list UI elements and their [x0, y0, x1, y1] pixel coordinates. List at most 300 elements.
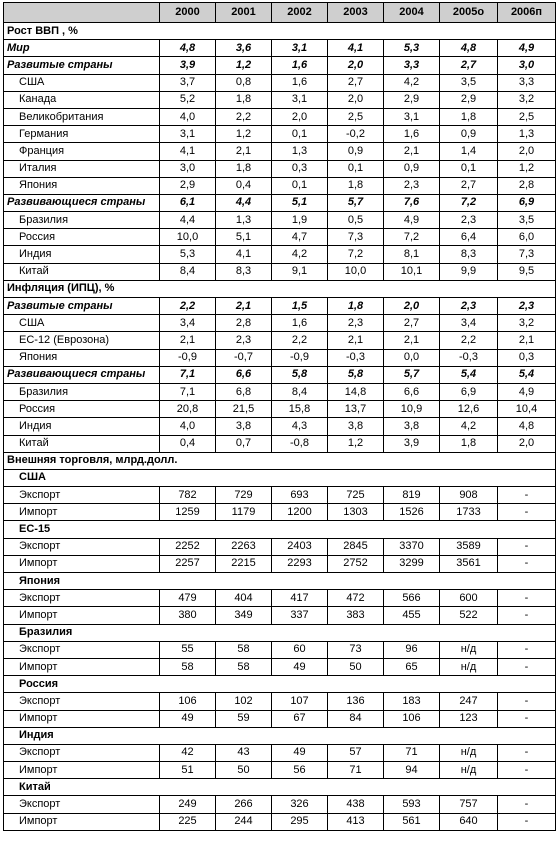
- value-cell: 5,4: [440, 366, 498, 383]
- value-cell: 2,2: [440, 332, 498, 349]
- value-cell: 404: [216, 590, 272, 607]
- value-cell: 2,1: [160, 332, 216, 349]
- table-row: [4, 762, 556, 779]
- value-cell: 383: [328, 607, 384, 624]
- value-cell: -0,2: [328, 126, 384, 143]
- value-cell: 1,8: [216, 160, 272, 177]
- header-cell: 2003: [328, 3, 384, 23]
- section-row: [4, 23, 556, 40]
- row-label: Экспорт: [4, 590, 160, 607]
- value-cell: 2257: [160, 555, 216, 572]
- row-label: Импорт: [4, 762, 160, 779]
- value-cell: 107: [272, 693, 328, 710]
- value-cell: 3,3: [384, 57, 440, 74]
- table-row: [4, 504, 556, 521]
- table-row: [4, 418, 556, 435]
- table-container: [3, 2, 555, 831]
- value-cell: 8,4: [272, 383, 328, 400]
- value-cell: 8,3: [216, 263, 272, 280]
- row-label: США: [4, 315, 160, 332]
- value-cell: 1,6: [384, 126, 440, 143]
- value-cell: 5,2: [160, 91, 216, 108]
- value-cell: 9,5: [498, 263, 556, 280]
- table-row: [4, 263, 556, 280]
- row-label: Китай: [4, 263, 160, 280]
- table-body: [4, 23, 556, 831]
- row-label: Япония: [4, 573, 556, 590]
- value-cell: 4,3: [272, 418, 328, 435]
- value-cell: 57: [328, 744, 384, 761]
- value-cell: 2845: [328, 538, 384, 555]
- value-cell: 14,8: [328, 383, 384, 400]
- value-cell: -0,7: [216, 349, 272, 366]
- value-cell: 5,4: [498, 366, 556, 383]
- table-row: [4, 91, 556, 108]
- value-cell: 1,2: [216, 57, 272, 74]
- row-label: Развитые страны: [4, 298, 160, 315]
- value-cell: -: [498, 693, 556, 710]
- header-cell: [4, 3, 160, 23]
- value-cell: 4,1: [216, 246, 272, 263]
- value-cell: 10,4: [498, 401, 556, 418]
- value-cell: 0,1: [272, 126, 328, 143]
- value-cell: -: [498, 710, 556, 727]
- value-cell: 55: [160, 641, 216, 658]
- value-cell: -: [498, 538, 556, 555]
- value-cell: 4,7: [272, 229, 328, 246]
- value-cell: 1,8: [440, 108, 498, 125]
- table-row: [4, 160, 556, 177]
- value-cell: 3,2: [498, 315, 556, 332]
- header-row: [4, 3, 556, 23]
- table-row: [4, 710, 556, 727]
- table-row: [4, 143, 556, 160]
- value-cell: 7,1: [160, 366, 216, 383]
- value-cell: -0,8: [272, 435, 328, 452]
- value-cell: 7,2: [384, 229, 440, 246]
- table-row: [4, 744, 556, 761]
- table-row: [4, 658, 556, 675]
- value-cell: 757: [440, 796, 498, 813]
- country-row: [4, 727, 556, 744]
- value-cell: 295: [272, 813, 328, 830]
- value-cell: 3,5: [498, 212, 556, 229]
- row-label: Экспорт: [4, 693, 160, 710]
- table-row: [4, 108, 556, 125]
- value-cell: 2,8: [498, 177, 556, 194]
- value-cell: 8,1: [384, 246, 440, 263]
- table-row: [4, 487, 556, 504]
- value-cell: 8,4: [160, 263, 216, 280]
- value-cell: 1,6: [272, 57, 328, 74]
- value-cell: 3,8: [384, 418, 440, 435]
- value-cell: н/д: [440, 658, 498, 675]
- group-row: [4, 366, 556, 383]
- value-cell: 136: [328, 693, 384, 710]
- value-cell: 566: [384, 590, 440, 607]
- value-cell: -0,3: [328, 349, 384, 366]
- value-cell: 84: [328, 710, 384, 727]
- value-cell: 2,0: [328, 91, 384, 108]
- value-cell: 3,9: [384, 435, 440, 452]
- value-cell: 0,8: [216, 74, 272, 91]
- row-label: Бразилия: [4, 212, 160, 229]
- value-cell: 819: [384, 487, 440, 504]
- table-row: [4, 332, 556, 349]
- row-label: ЕС-12 (Еврозона): [4, 332, 160, 349]
- table-row: [4, 607, 556, 624]
- value-cell: н/д: [440, 762, 498, 779]
- value-cell: 0,7: [216, 435, 272, 452]
- value-cell: 4,8: [498, 418, 556, 435]
- value-cell: 4,9: [384, 212, 440, 229]
- value-cell: 42: [160, 744, 216, 761]
- table-row: [4, 590, 556, 607]
- value-cell: 106: [160, 693, 216, 710]
- table-row: [4, 246, 556, 263]
- value-cell: 2,0: [498, 435, 556, 452]
- country-row: [4, 676, 556, 693]
- value-cell: 479: [160, 590, 216, 607]
- value-cell: 6,0: [498, 229, 556, 246]
- row-label: ЕС-15: [4, 521, 556, 538]
- row-label: Развитые страны: [4, 57, 160, 74]
- header-cell: 2002: [272, 3, 328, 23]
- value-cell: 2,3: [328, 315, 384, 332]
- value-cell: 20,8: [160, 401, 216, 418]
- value-cell: 0,9: [440, 126, 498, 143]
- value-cell: 247: [440, 693, 498, 710]
- value-cell: 4,8: [440, 40, 498, 57]
- value-cell: 1,2: [498, 160, 556, 177]
- value-cell: 0,9: [384, 160, 440, 177]
- value-cell: 600: [440, 590, 498, 607]
- value-cell: 640: [440, 813, 498, 830]
- value-cell: 6,6: [216, 366, 272, 383]
- value-cell: 12,6: [440, 401, 498, 418]
- row-label: Инфляция (ИПЦ), %: [4, 280, 556, 297]
- value-cell: 3,4: [160, 315, 216, 332]
- value-cell: 4,1: [328, 40, 384, 57]
- value-cell: 2,7: [384, 315, 440, 332]
- value-cell: 6,9: [440, 383, 498, 400]
- value-cell: 337: [272, 607, 328, 624]
- value-cell: 15,8: [272, 401, 328, 418]
- value-cell: 4,9: [498, 383, 556, 400]
- value-cell: 3,4: [440, 315, 498, 332]
- value-cell: 2,3: [440, 212, 498, 229]
- value-cell: 1733: [440, 504, 498, 521]
- value-cell: 2,0: [384, 298, 440, 315]
- value-cell: 3,3: [498, 74, 556, 91]
- value-cell: 7,3: [498, 246, 556, 263]
- header-cell: 2006п: [498, 3, 556, 23]
- value-cell: 6,6: [384, 383, 440, 400]
- value-cell: 58: [216, 658, 272, 675]
- value-cell: 1,6: [272, 74, 328, 91]
- row-label: Импорт: [4, 555, 160, 572]
- row-label: Россия: [4, 229, 160, 246]
- value-cell: -: [498, 641, 556, 658]
- value-cell: 3589: [440, 538, 498, 555]
- row-label: Индия: [4, 246, 160, 263]
- header-cell: 2004: [384, 3, 440, 23]
- table-row: [4, 74, 556, 91]
- value-cell: 51: [160, 762, 216, 779]
- table-row: [4, 229, 556, 246]
- value-cell: 3,6: [216, 40, 272, 57]
- value-cell: 2,2: [160, 298, 216, 315]
- row-label: Канада: [4, 91, 160, 108]
- table-row: [4, 177, 556, 194]
- value-cell: 4,1: [160, 143, 216, 160]
- row-label: Импорт: [4, 504, 160, 521]
- value-cell: 9,9: [440, 263, 498, 280]
- value-cell: 2,1: [216, 298, 272, 315]
- value-cell: 7,1: [160, 383, 216, 400]
- value-cell: 4,4: [216, 194, 272, 211]
- value-cell: 1,8: [216, 91, 272, 108]
- value-cell: 9,1: [272, 263, 328, 280]
- value-cell: 3,9: [160, 57, 216, 74]
- value-cell: -: [498, 607, 556, 624]
- value-cell: 244: [216, 813, 272, 830]
- header-cell: 2001: [216, 3, 272, 23]
- value-cell: 2,9: [384, 91, 440, 108]
- value-cell: 908: [440, 487, 498, 504]
- value-cell: -: [498, 658, 556, 675]
- value-cell: 2,9: [440, 91, 498, 108]
- value-cell: 2,2: [216, 108, 272, 125]
- table-row: [4, 813, 556, 830]
- value-cell: 6,9: [498, 194, 556, 211]
- value-cell: 58: [160, 658, 216, 675]
- value-cell: 67: [272, 710, 328, 727]
- header-cell: 2005о: [440, 3, 498, 23]
- value-cell: 2,1: [498, 332, 556, 349]
- value-cell: 2,9: [160, 177, 216, 194]
- row-label: Бразилия: [4, 624, 556, 641]
- value-cell: 225: [160, 813, 216, 830]
- table-row: [4, 538, 556, 555]
- table-row: [4, 555, 556, 572]
- value-cell: -: [498, 744, 556, 761]
- row-label: Импорт: [4, 813, 160, 830]
- value-cell: 8,3: [440, 246, 498, 263]
- value-cell: 0,1: [328, 160, 384, 177]
- table-row: [4, 126, 556, 143]
- country-row: [4, 779, 556, 796]
- value-cell: 417: [272, 590, 328, 607]
- value-cell: 7,3: [328, 229, 384, 246]
- value-cell: 3370: [384, 538, 440, 555]
- value-cell: 455: [384, 607, 440, 624]
- value-cell: 6,1: [160, 194, 216, 211]
- value-cell: 266: [216, 796, 272, 813]
- row-label: Экспорт: [4, 538, 160, 555]
- value-cell: 2,3: [440, 298, 498, 315]
- value-cell: 10,0: [328, 263, 384, 280]
- table-row: [4, 383, 556, 400]
- value-cell: 7,2: [328, 246, 384, 263]
- value-cell: 725: [328, 487, 384, 504]
- row-label: Бразилия: [4, 383, 160, 400]
- value-cell: 56: [272, 762, 328, 779]
- value-cell: -: [498, 555, 556, 572]
- value-cell: 2293: [272, 555, 328, 572]
- value-cell: 522: [440, 607, 498, 624]
- value-cell: 2,0: [272, 108, 328, 125]
- value-cell: 3,1: [272, 40, 328, 57]
- table-row: [4, 212, 556, 229]
- row-label: Великобритания: [4, 108, 160, 125]
- value-cell: 71: [384, 744, 440, 761]
- row-label: Экспорт: [4, 744, 160, 761]
- row-label: Франция: [4, 143, 160, 160]
- value-cell: 1,6: [272, 315, 328, 332]
- value-cell: 10,0: [160, 229, 216, 246]
- value-cell: 1179: [216, 504, 272, 521]
- value-cell: 106: [384, 710, 440, 727]
- value-cell: -: [498, 504, 556, 521]
- value-cell: -: [498, 796, 556, 813]
- value-cell: 2,0: [498, 143, 556, 160]
- value-cell: н/д: [440, 744, 498, 761]
- value-cell: 438: [328, 796, 384, 813]
- table-row: [4, 349, 556, 366]
- value-cell: 1,4: [440, 143, 498, 160]
- row-label: Внешняя торговля, млрд.долл.: [4, 452, 556, 469]
- value-cell: 380: [160, 607, 216, 624]
- table-row: [4, 435, 556, 452]
- country-row: [4, 624, 556, 641]
- value-cell: 2215: [216, 555, 272, 572]
- value-cell: 2,1: [384, 143, 440, 160]
- row-label: США: [4, 74, 160, 91]
- value-cell: 2,1: [384, 332, 440, 349]
- value-cell: 413: [328, 813, 384, 830]
- value-cell: 3,0: [498, 57, 556, 74]
- country-row: [4, 573, 556, 590]
- row-label: Индия: [4, 727, 556, 744]
- row-label: Китай: [4, 435, 160, 452]
- value-cell: 2,3: [498, 298, 556, 315]
- value-cell: 1,3: [272, 143, 328, 160]
- value-cell: 4,9: [498, 40, 556, 57]
- value-cell: 5,7: [384, 366, 440, 383]
- value-cell: 326: [272, 796, 328, 813]
- value-cell: 3,1: [160, 126, 216, 143]
- value-cell: 21,5: [216, 401, 272, 418]
- value-cell: 4,2: [384, 74, 440, 91]
- value-cell: 693: [272, 487, 328, 504]
- row-label: Развивающиеся страны: [4, 194, 160, 211]
- value-cell: 3,8: [216, 418, 272, 435]
- value-cell: 2,2: [272, 332, 328, 349]
- value-cell: 3,1: [384, 108, 440, 125]
- value-cell: 3,2: [498, 91, 556, 108]
- group-row: [4, 194, 556, 211]
- group-row: [4, 298, 556, 315]
- row-label: Импорт: [4, 658, 160, 675]
- row-label: Россия: [4, 676, 556, 693]
- value-cell: 6,4: [440, 229, 498, 246]
- value-cell: 4,2: [272, 246, 328, 263]
- row-label: Италия: [4, 160, 160, 177]
- value-cell: 71: [328, 762, 384, 779]
- value-cell: 5,3: [160, 246, 216, 263]
- value-cell: 782: [160, 487, 216, 504]
- row-label: Германия: [4, 126, 160, 143]
- value-cell: 7,6: [384, 194, 440, 211]
- value-cell: 5,1: [216, 229, 272, 246]
- value-cell: 2,7: [440, 57, 498, 74]
- value-cell: 49: [272, 744, 328, 761]
- value-cell: 49: [160, 710, 216, 727]
- row-label: Мир: [4, 40, 160, 57]
- value-cell: 2252: [160, 538, 216, 555]
- value-cell: н/д: [440, 641, 498, 658]
- value-cell: 1,8: [440, 435, 498, 452]
- table-row: [4, 315, 556, 332]
- value-cell: 4,8: [160, 40, 216, 57]
- row-label: Экспорт: [4, 796, 160, 813]
- value-cell: 60: [272, 641, 328, 658]
- row-label: США: [4, 469, 556, 486]
- value-cell: 2403: [272, 538, 328, 555]
- country-row: [4, 469, 556, 486]
- value-cell: 2,3: [216, 332, 272, 349]
- value-cell: 43: [216, 744, 272, 761]
- value-cell: 2,3: [384, 177, 440, 194]
- value-cell: 0,5: [328, 212, 384, 229]
- value-cell: 2752: [328, 555, 384, 572]
- value-cell: 249: [160, 796, 216, 813]
- value-cell: 1,5: [272, 298, 328, 315]
- value-cell: 2,1: [328, 332, 384, 349]
- value-cell: 2,1: [216, 143, 272, 160]
- value-cell: 561: [384, 813, 440, 830]
- value-cell: 123: [440, 710, 498, 727]
- value-cell: 1,8: [328, 298, 384, 315]
- country-row: [4, 521, 556, 538]
- value-cell: 1,9: [272, 212, 328, 229]
- row-label: Россия: [4, 401, 160, 418]
- value-cell: 2,5: [498, 108, 556, 125]
- value-cell: -: [498, 487, 556, 504]
- row-label: Импорт: [4, 710, 160, 727]
- group-row: [4, 57, 556, 74]
- value-cell: 3,0: [160, 160, 216, 177]
- row-label: Япония: [4, 177, 160, 194]
- value-cell: 0,4: [160, 435, 216, 452]
- value-cell: 5,7: [328, 194, 384, 211]
- value-cell: 593: [384, 796, 440, 813]
- row-label: Китай: [4, 779, 556, 796]
- value-cell: 49: [272, 658, 328, 675]
- value-cell: 50: [328, 658, 384, 675]
- value-cell: 2,0: [328, 57, 384, 74]
- value-cell: 1259: [160, 504, 216, 521]
- value-cell: 2,7: [440, 177, 498, 194]
- group-row: [4, 40, 556, 57]
- table-row: [4, 796, 556, 813]
- value-cell: 58: [216, 641, 272, 658]
- value-cell: 472: [328, 590, 384, 607]
- value-cell: 59: [216, 710, 272, 727]
- value-cell: 0,9: [328, 143, 384, 160]
- value-cell: 2,5: [328, 108, 384, 125]
